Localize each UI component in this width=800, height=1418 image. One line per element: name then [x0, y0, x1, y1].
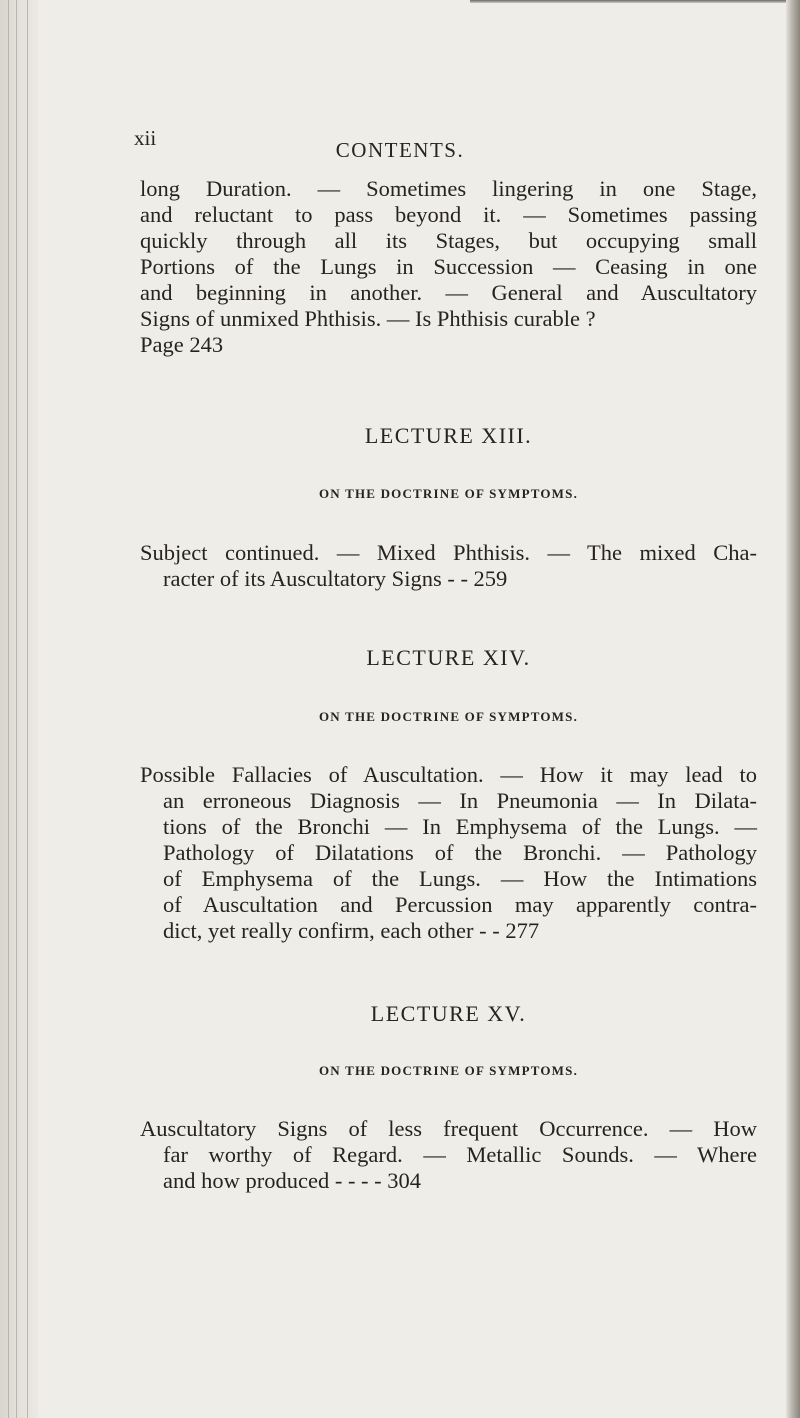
entry-line: Auscultatory Signs of less frequent Occurrence. — How: [140, 1116, 757, 1141]
entry-line: tions of the Bronchi — In Emphysema of the Lungs. —: [163, 814, 757, 839]
entry-line: and how produced - - - - 304: [163, 1168, 422, 1193]
entry-line: of Emphysema of the Lungs. — How the Intimations: [163, 866, 757, 891]
entry-line: an erroneous Diagnosis — In Pneumonia — In Dilata-: [163, 788, 757, 813]
page-edge: [786, 0, 800, 1418]
contents-entry: [140, 1116, 757, 1194]
lecture-subheading: ON THE DOCTRINE OF SYMPTOMS.: [318, 486, 579, 501]
lecture-subheading: ON THE DOCTRINE OF SYMPTOMS.: [318, 1063, 579, 1078]
entry-line: of Auscultation and Percussion may apparently contra-: [163, 892, 757, 917]
entry-line: quickly through all its Stages, but occupying small: [140, 228, 757, 253]
entry-line: Portions of the Lungs in Succession — Ceasing in one: [140, 254, 757, 279]
lecture-subheading: ON THE DOCTRINE OF SYMPTOMS.: [318, 709, 579, 724]
entry-line: and reluctant to pass beyond it. — Sometimes passing: [140, 202, 757, 227]
page-reference: Page 243: [140, 332, 224, 357]
top-edge-rule: [470, 0, 786, 3]
folio-number: xii: [134, 126, 157, 150]
entry-line: Possible Fallacies of Auscultation. — How it may lead to: [140, 762, 757, 787]
lecture-heading: LECTURE XIII.: [364, 423, 533, 448]
entry-line: dict, yet really confirm, each other - - 277: [163, 918, 540, 943]
running-title: CONTENTS.: [335, 138, 465, 162]
binding-gutter: [0, 0, 38, 1418]
page-header: [134, 126, 660, 166]
contents-entry: [140, 540, 757, 592]
entry-line: and beginning in another. — General and Auscultatory: [140, 280, 757, 305]
contents-entry: [140, 762, 757, 944]
lecture-heading: LECTURE XV.: [370, 1001, 527, 1026]
entry-line: Signs of unmixed Phthisis. — Is Phthisis curable ?: [140, 306, 596, 331]
lecture-heading: LECTURE XIV.: [366, 645, 531, 670]
entry-line: Pathology of Dilatations of the Bronchi. — Pathology: [163, 840, 757, 865]
entry-line: long Duration. — Sometimes lingering in one Stage,: [140, 176, 757, 201]
entry-line: far worthy of Regard. — Metallic Sounds. — Where: [163, 1142, 757, 1167]
contents-entry-continuation: [140, 176, 757, 358]
entry-line: Subject continued. — Mixed Phthisis. — The mixed Cha-: [140, 540, 757, 565]
entry-line: racter of its Auscultatory Signs - - 259: [163, 566, 508, 591]
